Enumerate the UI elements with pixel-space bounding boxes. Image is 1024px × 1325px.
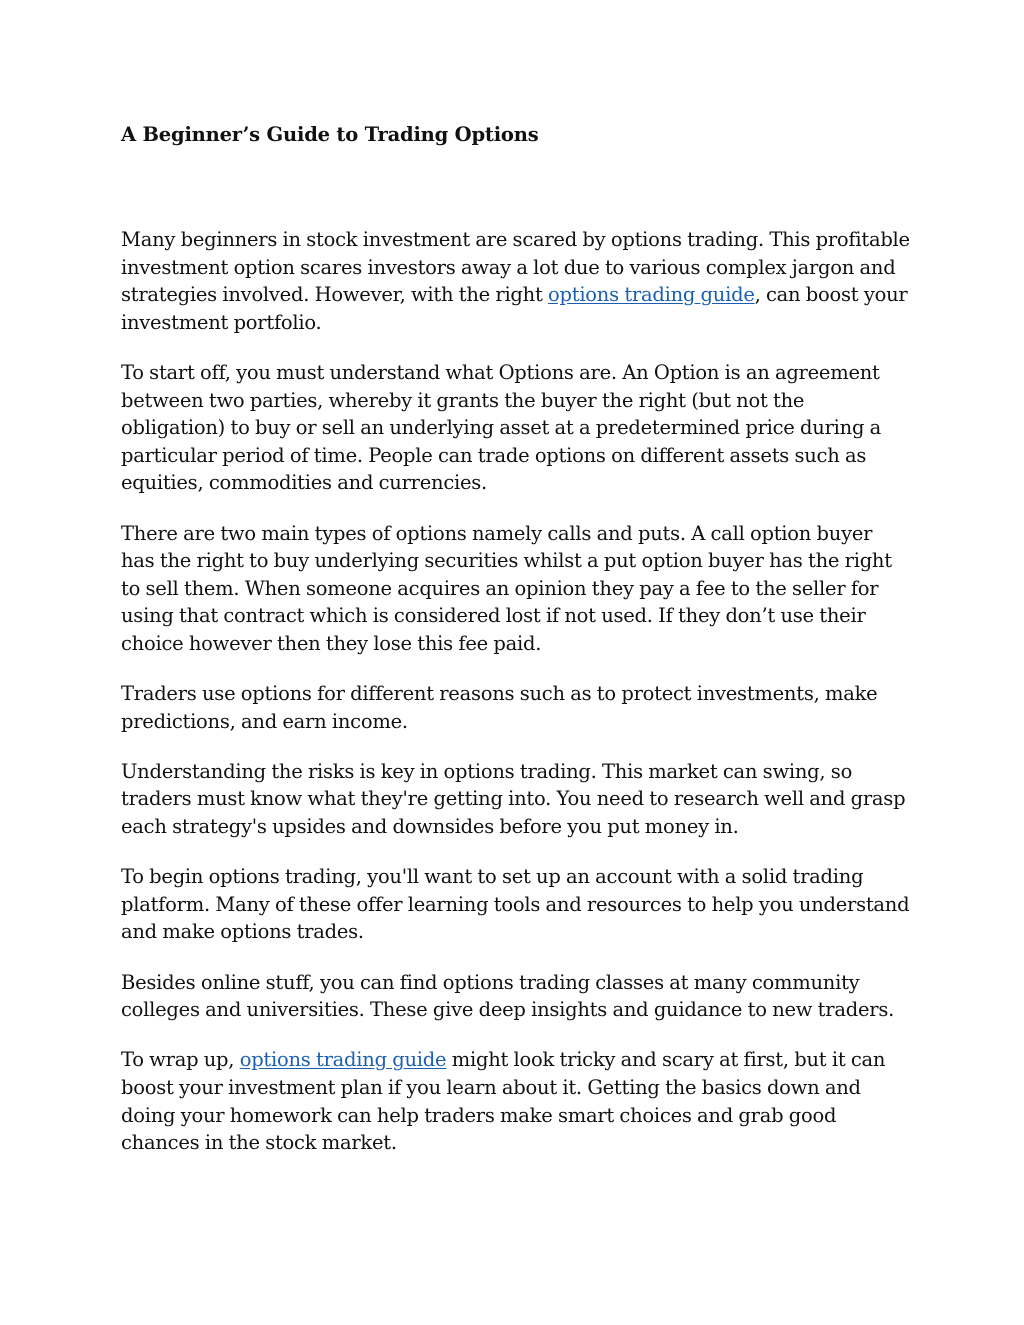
paragraph-intro: [121, 226, 911, 336]
paragraph-conclusion: [121, 1046, 911, 1156]
paragraph-getting-started: To begin options trading, you'll want to set up an account with a solid trading platform. Many of these offer learning tools and resources to help you understand and make options trades.: [121, 865, 910, 944]
paragraph-text: , can boost your investment portfolio.: [121, 283, 908, 334]
paragraph-classes: Besides online stuff, you can find options trading classes at many community colleges and universities. These give deep insights and guidance to new traders.: [121, 970, 895, 1022]
options-trading-guide-link[interactable]: options trading guide: [548, 283, 755, 307]
paragraph-text: might look tricky and scary at first, but it can boost your investment plan if you learn about it. Getting the basics down and doing your homework can help traders make smart choices and grab good chances in the stock market.: [121, 1048, 886, 1155]
paragraph-risks: Understanding the risks is key in options trading. This market can swing, so traders must know what they're getting into. You need to research well and grasp each strategy's upsides and downsides before you put money in.: [121, 759, 906, 839]
paragraph-text: Many beginners in stock investment are scared by options trading. This profitable investment option scares investors away a lot due to various complex jargon and strategies involved. However, with the right: [121, 228, 910, 307]
paragraph-types-of-options: There are two main types of options namely calls and puts. A call option buyer has the right to buy underlying securities whilst a put option buyer has the right to sell them. When someone acquires an opinion they pay a fee to the seller for using that contract which is considered lost if not used. If they don’t use their choice however then they lose this fee paid.: [121, 521, 892, 655]
options-trading-guide-link[interactable]: options trading guide: [239, 1048, 447, 1072]
paragraph-text: To wrap up,: [121, 1048, 240, 1072]
document-title: A Beginner’s Guide to Trading Options: [121, 123, 539, 146]
paragraph-reasons: Traders use options for different reasons such as to protect investments, make predictions, and earn income.: [121, 682, 878, 733]
document-body: [121, 116, 911, 1157]
paragraph-what-are-options: To start off, you must understand what Options are. An Option is an agreement between two parties, whereby it grants the buyer the right (but not the obligation) to buy or sell an underlying asset at a predetermined price during a particular period of time. People can trade options on different assets such as equities, commodities and currencies.: [121, 360, 882, 495]
